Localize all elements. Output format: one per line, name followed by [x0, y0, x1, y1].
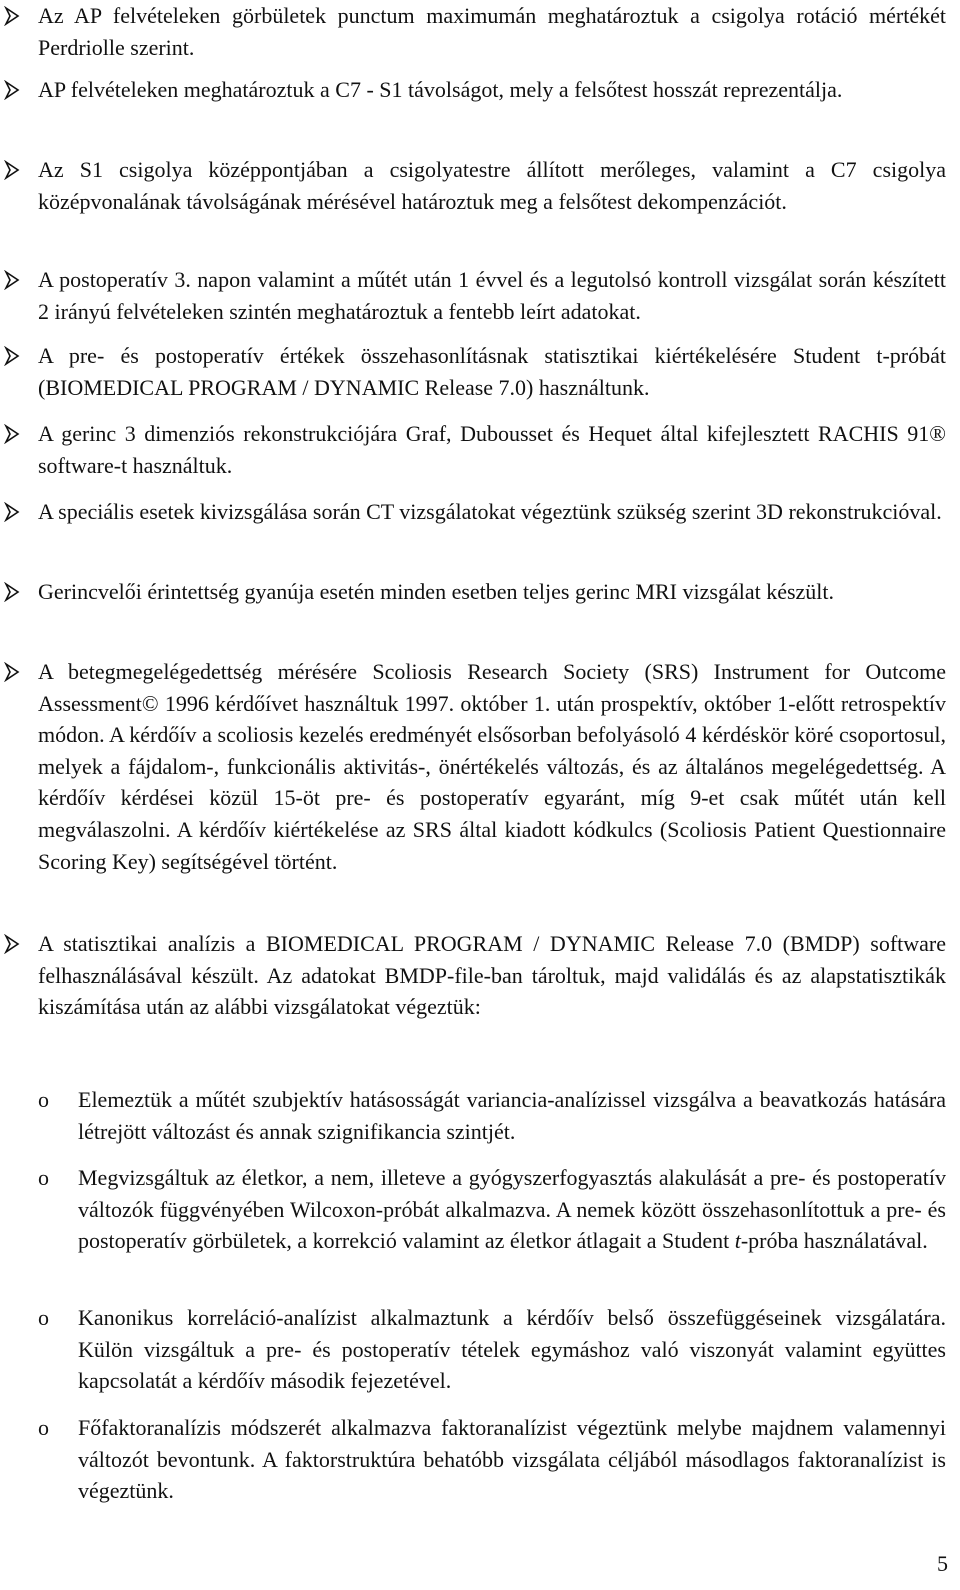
sub-item-text: Főfaktoranalízis módszerét alkalmazva faktoranalízist végeztünk melybe majdnem valamennyi változót bevontunk. A faktorstruktúra behatóbb vizsgálata céljából másodlagos faktoranalízist is végeztünk.: [78, 1415, 946, 1504]
bullet-text: AP felvételeken meghatároztuk a C7 - S1 távolságot, mely a felsőtest hosszát reprezentálja.: [38, 77, 843, 102]
circle-bullet-marker: o: [38, 1415, 49, 1440]
circle-bullet-marker: o: [38, 1305, 49, 1330]
bullet-item: [38, 418, 946, 481]
sub-item-text: Megvizsgáltuk az életkor, a nem, illeteve a gyógyszerfogyasztás alakulását a pre- és postoperatív változók függvényében Wilcoxon-próbát alkalmazva. A nemek között összehasonlítottuk a pre- és postoperatív görbületek, a korrekció valamint az életkor átlagait a Student: [78, 1165, 946, 1254]
arrow-bullet-icon: [4, 662, 20, 682]
bullet-item: [38, 656, 946, 877]
bullet-text: A pre- és postoperatív értékek összehasonlításnak statisztikai kiértékelésére Student t-próbát (BIOMEDICAL PROGRAM / DYNAMIC Release 7.0) használtunk.: [38, 343, 946, 400]
bullet-item: [38, 340, 946, 403]
bullet-item: [38, 74, 946, 106]
arrow-bullet-icon: [4, 6, 20, 26]
bullet-text: Gerincvelői érintettség gyanúja esetén minden esetben teljes gerinc MRI vizsgálat készült.: [38, 579, 835, 604]
arrow-bullet-icon: [4, 346, 20, 366]
page-number: 5: [937, 1551, 948, 1576]
bullet-item: [38, 154, 946, 217]
bullet-item: [38, 928, 946, 1023]
arrow-bullet-icon: [4, 160, 20, 180]
bullet-text: A gerinc 3 dimenziós rekonstrukciójára Graf, Dubousset és Hequet által kifejlesztett RACHIS 91® software-t használtuk.: [38, 421, 946, 478]
sub-list-item: [38, 1162, 946, 1257]
bullet-text: A statisztikai analízis a BIOMEDICAL PROGRAM / DYNAMIC Release 7.0 (BMDP) software felhasználásával készült. Az adatokat BMDP-file-ban tároltuk, majd validálás és az alapstatisztikák kiszámítása után az alábbi vizsgálatokat végeztük:: [38, 931, 946, 1020]
sub-item-text: Elemeztük a műtét szubjektív hatásosságát variancia-analízissel vizsgálva a beavatkozás hatására létrejött változást és annak szignifikancia szintjét.: [78, 1087, 946, 1144]
sub-list-item: [38, 1412, 946, 1507]
circle-bullet-marker: o: [38, 1087, 49, 1112]
arrow-bullet-icon: [4, 80, 20, 100]
arrow-bullet-icon: [4, 934, 20, 954]
sub-list-item: [38, 1084, 946, 1147]
sub-item-text-end: -próba használatával.: [740, 1228, 928, 1254]
bullet-text: Az S1 csigolya középpontjában a csigolyatestre állított merőleges, valamint a C7 csigolya középvonalának távolságának mérésével határoztuk meg a felsőtest dekompenzációt.: [38, 157, 946, 214]
arrow-bullet-icon: [4, 582, 20, 602]
bullet-text: A speciális esetek kivizsgálása során CT vizsgálatokat végeztünk szükség szerint 3D rekonstrukcióval.: [38, 499, 942, 524]
bullet-item: [38, 264, 946, 327]
bullet-item: [38, 576, 946, 608]
bullet-item: [38, 496, 946, 528]
arrow-bullet-icon: [4, 502, 20, 522]
arrow-bullet-icon: [4, 424, 20, 444]
sub-item-italic: t: [734, 1228, 741, 1254]
circle-bullet-marker: o: [38, 1165, 49, 1190]
bullet-text: A betegmegelégedettség mérésére Scoliosis Research Society (SRS) Instrument for Outcome Assessment© 1996 kérdőívet használtuk 1997. október 1. után prospektív, október 1-előtt retrospektív módon. A kérdőív a scoliosis kezelés eredményét elsősorban befolyásoló 4 kérdéskör köré csoportosul, melyek a fájdalom-, funkcionális aktivitás-, önértékelés változás, és az általános megelégedettség. A kérdőív kérdései közül 15-öt pre- és postoperatív egyaránt, míg 9-et csak műtét után kell megválaszolni. A kérdőív kiértékelése az SRS által kiadott kódkulcs (Scoliosis Patient Questionnaire Scoring Key) segítségével történt.: [38, 659, 946, 874]
bullet-text: A postoperatív 3. napon valamint a műtét után 1 évvel és a legutolsó kontroll vizsgálat során készített 2 irányú felvételeken szintén meghatároztuk a fentebb leírt adatokat.: [38, 267, 946, 324]
bullet-text: Az AP felvételeken görbületek punctum maximumán meghatároztuk a csigolya rotáció mértékét Perdriolle szerint.: [38, 3, 946, 60]
sub-item-text: Kanonikus korreláció-analízist alkalmaztunk a kérdőív belső összefüggéseinek vizsgálatára. Külön vizsgáltuk a pre- és postoperatív tételek egymáshoz való viszonyát valamint együttes kapcsolatát a kérdőív második fejezetével.: [78, 1305, 946, 1394]
sub-list-item: [38, 1302, 946, 1397]
bullet-item: [38, 0, 946, 63]
arrow-bullet-icon: [4, 270, 20, 290]
